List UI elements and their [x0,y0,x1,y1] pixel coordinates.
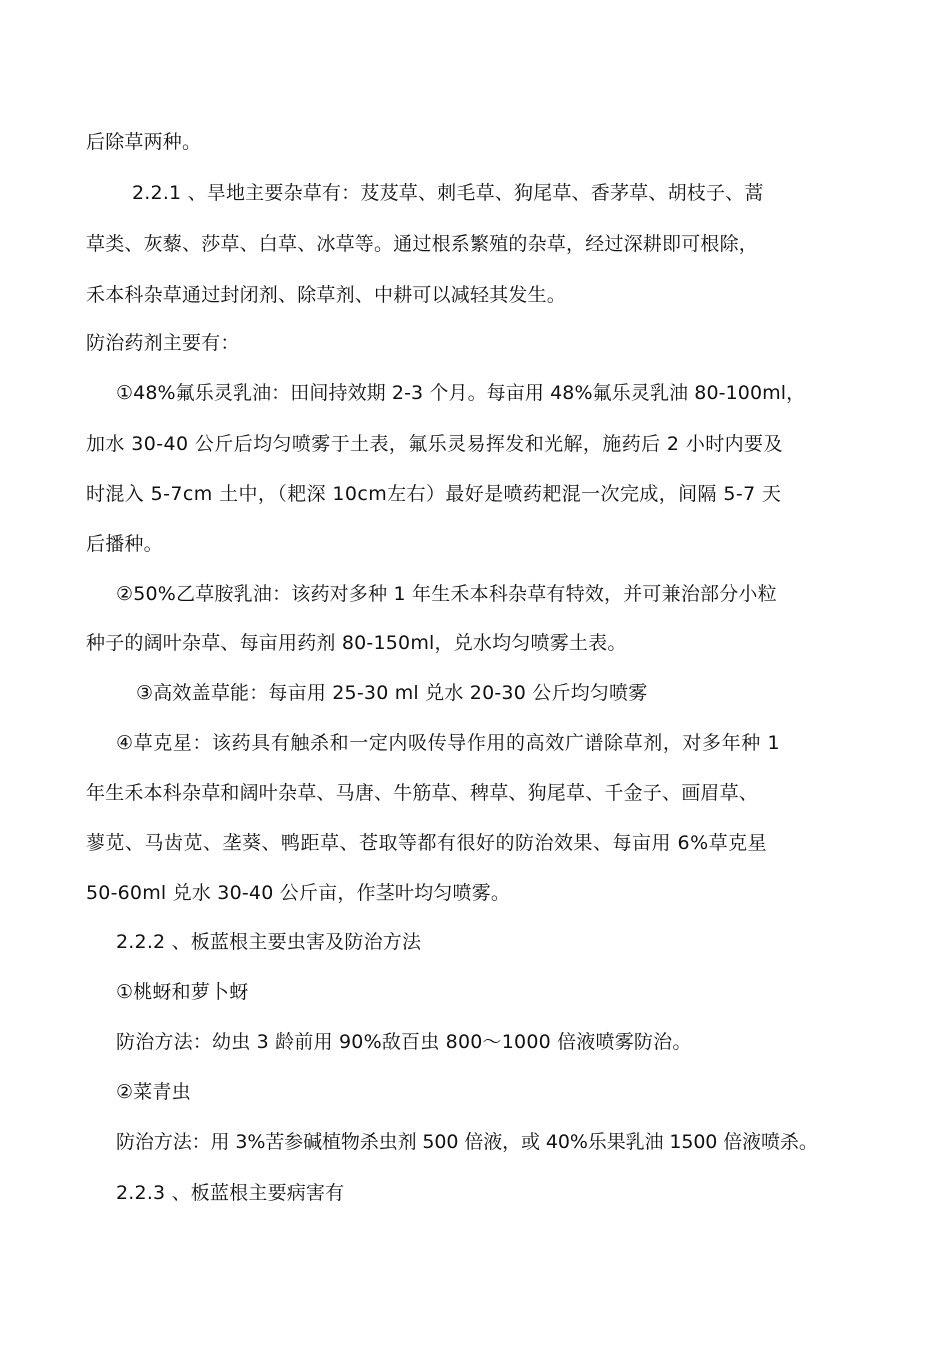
text-line-21: 防治方法：用 3%苦参碱植物杀虫剂 500 倍液，或 40%乐果乳油 1500 倍液喷杀。 [116,1131,818,1153]
text-line-4: 禾本科杂草通过封闭剂、除草剂、中耕可以减轻其发生。 [86,284,567,306]
text-line-1: 后除草两种。 [86,131,202,153]
text-line-7: 加水 30-40 公斤后均匀喷雾于土表，氟乐灵易挥发和光解，施药后 2 小时内要及 [86,433,783,455]
text-line-12: ③高效盖草能：每亩用 25-30 ml 兑水 20-30 公斤均匀喷雾 [136,682,648,704]
text-line-14: 年生禾本科杂草和阔叶杂草、马唐、牛筋草、稗草、狗尾草、千金子、画眉草、 [86,782,759,804]
text-line-6: ①48%氟乐灵乳油：田间持效期 2-3 个月。每亩用 48%氟乐灵乳油 80-100ml， [116,382,806,404]
section-heading-2-2-2: 2.2.2 、板蓝根主要虫害及防治方法 [116,931,422,953]
text-line-5: 防治药剂主要有： [86,332,240,354]
text-line-16: 50-60ml 兑水 30-40 公斤亩，作茎叶均匀喷雾。 [86,882,511,904]
text-line-11: 种子的阔叶杂草、每亩用药剂 80-150ml，兑水均匀喷雾土表。 [86,632,627,654]
text-line-9: 后播种。 [86,533,163,555]
text-line-8: 时混入 5-7cm 土中，（耙深 10cm左右）最好是喷药耙混一次完成，间隔 5-7 天 [86,483,782,505]
text-line-3: 草类、灰藜、莎草、白草、冰草等。通过根系繁殖的杂草，经过深耕即可根除， [86,233,759,255]
text-line-15: 蓼苋、马齿苋、垄葵、鸭距草、苍取等都有很好的防治效果、每亩用 6%草克星 [86,832,768,854]
text-line-20: ②菜青虫 [116,1081,191,1103]
section-heading-2-2-3: 2.2.3 、板蓝根主要病害有 [116,1182,345,1204]
text-line-19: 防治方法：幼虫 3 龄前用 90%敌百虫 800～1000 倍液喷雾防治。 [116,1031,692,1053]
text-line-13: ④草克星：该药具有触杀和一定内吸传导作用的高效广谱除草剂，对多年种 1 [116,732,781,754]
section-heading-2-2-1: 2.2.1 、旱地主要杂草有：芨芨草、刺毛草、狗尾草、香茅草、胡枝子、蒿 [132,182,764,204]
text-line-18: ①桃蚜和萝卜蚜 [116,981,249,1003]
text-line-10: ②50%乙草胺乳油：该药对多种 1 年生禾本科杂草有特效，并可兼治部分小粒 [116,583,777,605]
